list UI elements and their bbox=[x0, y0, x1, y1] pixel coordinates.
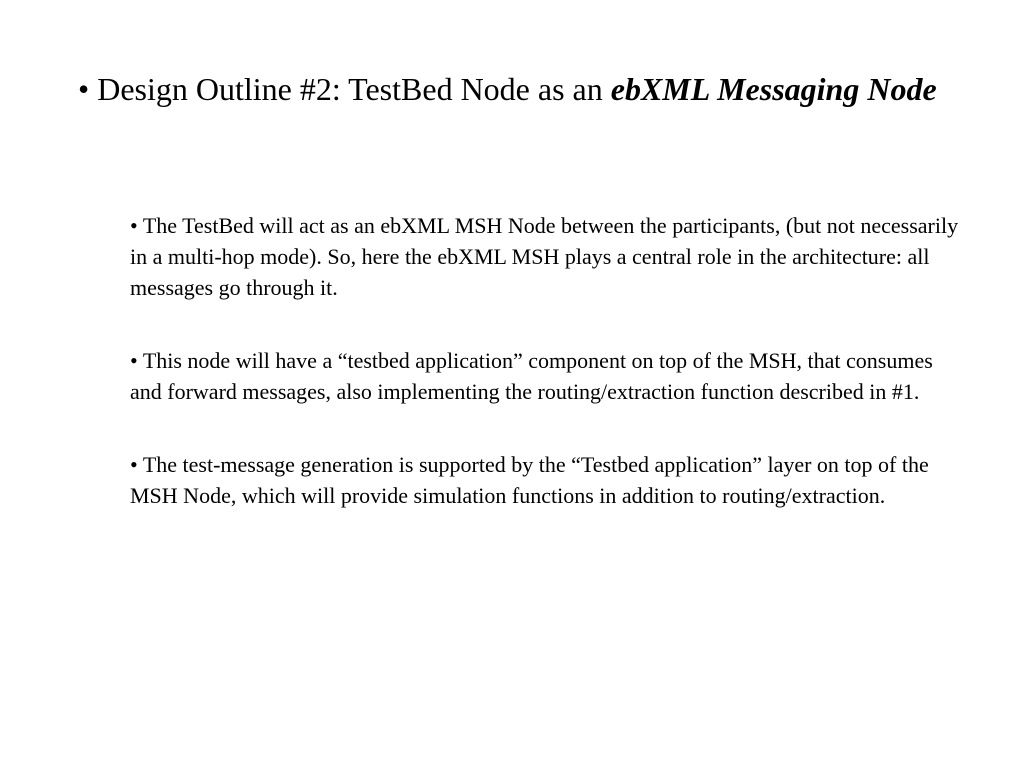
bullet-text: This node will have a “testbed application” component on top of the MSH, that consumes and forward messages, also implementing the routing/extraction function described in #1. bbox=[130, 348, 933, 404]
bullet-item bbox=[130, 210, 970, 303]
title-lead: Design Outline #2: TestBed Node as an bbox=[97, 71, 603, 107]
title-bullet: • bbox=[78, 71, 90, 107]
bullet-item bbox=[130, 345, 970, 407]
bullet-marker: • bbox=[130, 348, 138, 373]
slide-title bbox=[78, 68, 958, 110]
bullet-list bbox=[130, 210, 970, 553]
bullet-text: The TestBed will act as an ebXML MSH Node between the participants, (but not necessarily in a multi-hop mode). So, here the ebXML MSH plays a central role in the architecture: all messages go through it. bbox=[130, 213, 959, 300]
bullet-item bbox=[130, 449, 970, 511]
title-emphasis: ebXML Messaging Node bbox=[610, 71, 937, 107]
bullet-marker: • bbox=[130, 213, 138, 238]
bullet-text: The test-message generation is supported by the “Testbed application” layer on top of the MSH Node, which will provide simulation functions in addition to routing/extraction. bbox=[130, 452, 929, 508]
bullet-marker: • bbox=[130, 452, 138, 477]
